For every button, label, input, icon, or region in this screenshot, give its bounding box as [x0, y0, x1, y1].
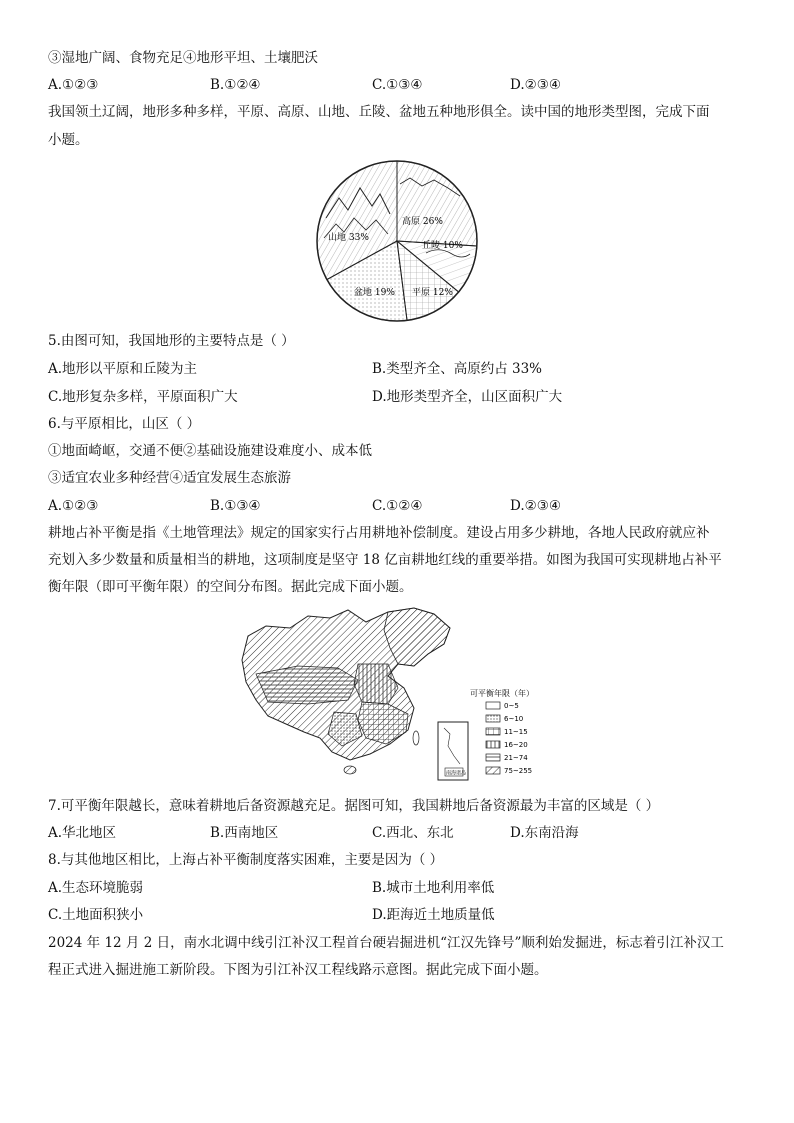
pie-slice-高原: [397, 161, 477, 246]
intro-farmland-line1: 耕地占补平衡是指《土地管理法》规定的国家实行占用耕地补偿制度。建设占用多少耕地，各地人民政府就应补: [48, 525, 710, 541]
q8-stem: 8.与其他地区相比，上海占补平衡制度落实困难，主要是因为（ ）: [48, 852, 444, 868]
intro-terrain-line2: 小题。: [48, 132, 89, 148]
pie-label-plateau: 高原 26%: [402, 217, 443, 227]
q7-option-b: B.西南地区: [210, 825, 279, 841]
intro-water-line2: 程正式进入掘进施工新阶段。下图为引江补汉工程线路示意图。据此完成下面小题。: [48, 962, 548, 978]
legend-swatch-0-5: [486, 702, 500, 709]
legend-label-11-15: 11~15: [504, 728, 528, 736]
q8-option-c: C.土地面积狭小: [48, 907, 144, 923]
q6-option-d: D.②③④: [510, 498, 561, 514]
pie-label-hill: 丘陵 10%: [422, 241, 463, 251]
legend-swatch-6-10: [486, 715, 500, 722]
legend-label-6-10: 6~10: [504, 715, 524, 723]
terrain-pie-figure: [314, 158, 480, 324]
legend-swatch-21-74: [486, 754, 500, 761]
legend-swatch-16-20: [486, 741, 500, 748]
q4-option-c: C.①③④: [372, 77, 423, 93]
farmland-balance-map: [238, 604, 558, 784]
q6-option-a: A.①②③: [48, 498, 99, 514]
intro-water-line1: 2024 年 12 月 2 日，南水北调中线引江补汉工程首台硬岩掘进机“江汉先锋号”顺利始发掘进，标志着引江补汉工: [48, 935, 724, 951]
q4-statement-line: ③湿地广阔、食物充足④地形平坦、土壤肥沃: [48, 50, 318, 66]
q8-option-a: A.生态环境脆弱: [48, 880, 144, 896]
q5-option-d: D.地形类型齐全，山区面积广大: [372, 389, 563, 405]
q6-statement-line1: ①地面崎岖，交通不便②基础设施建设难度小、成本低: [48, 443, 372, 459]
china-map-svg: [238, 604, 558, 784]
q5-option-a: A.地形以平原和丘陵为主: [48, 361, 198, 377]
intro-farmland-line3: 衡年限（即可平衡年限）的空间分布图。据此完成下面小题。: [48, 579, 413, 595]
pie-label-plain: 平原 12%: [412, 288, 453, 298]
legend-label-21-74: 21~74: [504, 754, 528, 762]
q6-option-c: C.①②④: [372, 498, 423, 514]
q7-option-a: A.华北地区: [48, 825, 117, 841]
q7-stem: 7.可平衡年限越长，意味着耕地后备资源越充足。据图可知，我国耕地后备资源最为丰富的区域是（ ）: [48, 798, 660, 814]
q4-option-b: B.①②④: [210, 77, 261, 93]
q8-option-d: D.距海近土地质量低: [372, 907, 495, 923]
q8-option-b: B.城市土地利用率低: [372, 880, 495, 896]
q5-option-b: B.类型齐全、高原约占 33%: [372, 361, 543, 377]
q5-stem: 5.由图可知，我国地形的主要特点是（ ）: [48, 333, 295, 349]
legend-label-16-20: 16~20: [504, 741, 528, 749]
q4-option-a: A.①②③: [48, 77, 99, 93]
legend-title: 可平衡年限（年）: [470, 689, 534, 698]
pie-label-mountain: 山地 33%: [328, 233, 369, 243]
legend-label-75-255: 75~255: [504, 767, 533, 775]
q5-option-c: C.地形复杂多样，平原面积广大: [48, 389, 238, 405]
q6-option-b: B.①③④: [210, 498, 261, 514]
legend-swatch-75-255: [486, 767, 500, 774]
intro-terrain-line1: 我国领土辽阔，地形多种多样，平原、高原、山地、丘陵、盆地五种地形俱全。读中国的地形类型图，完成下面: [48, 104, 710, 120]
intro-farmland-line2: 充划入多少数量和质量相当的耕地，这项制度是坚守 18 亿亩耕地红线的重要举措。如图为我国可实现耕地占补平: [48, 552, 722, 568]
terrain-pie-chart: [314, 158, 480, 324]
q4-option-d: D.②③④: [510, 77, 561, 93]
q6-statement-line2: ③适宜农业多种经营④适宜发展生态旅游: [48, 470, 291, 486]
inset-label: 南海诸岛: [446, 770, 467, 777]
pie-label-basin: 盆地 19%: [354, 288, 395, 298]
q7-option-d: D.东南沿海: [510, 825, 579, 841]
legend-swatch-11-15: [486, 728, 500, 735]
legend-label-0-5: 0~5: [504, 702, 519, 710]
q7-option-c: C.西北、东北: [372, 825, 454, 841]
q6-stem: 6.与平原相比，山区（ ）: [48, 416, 201, 432]
